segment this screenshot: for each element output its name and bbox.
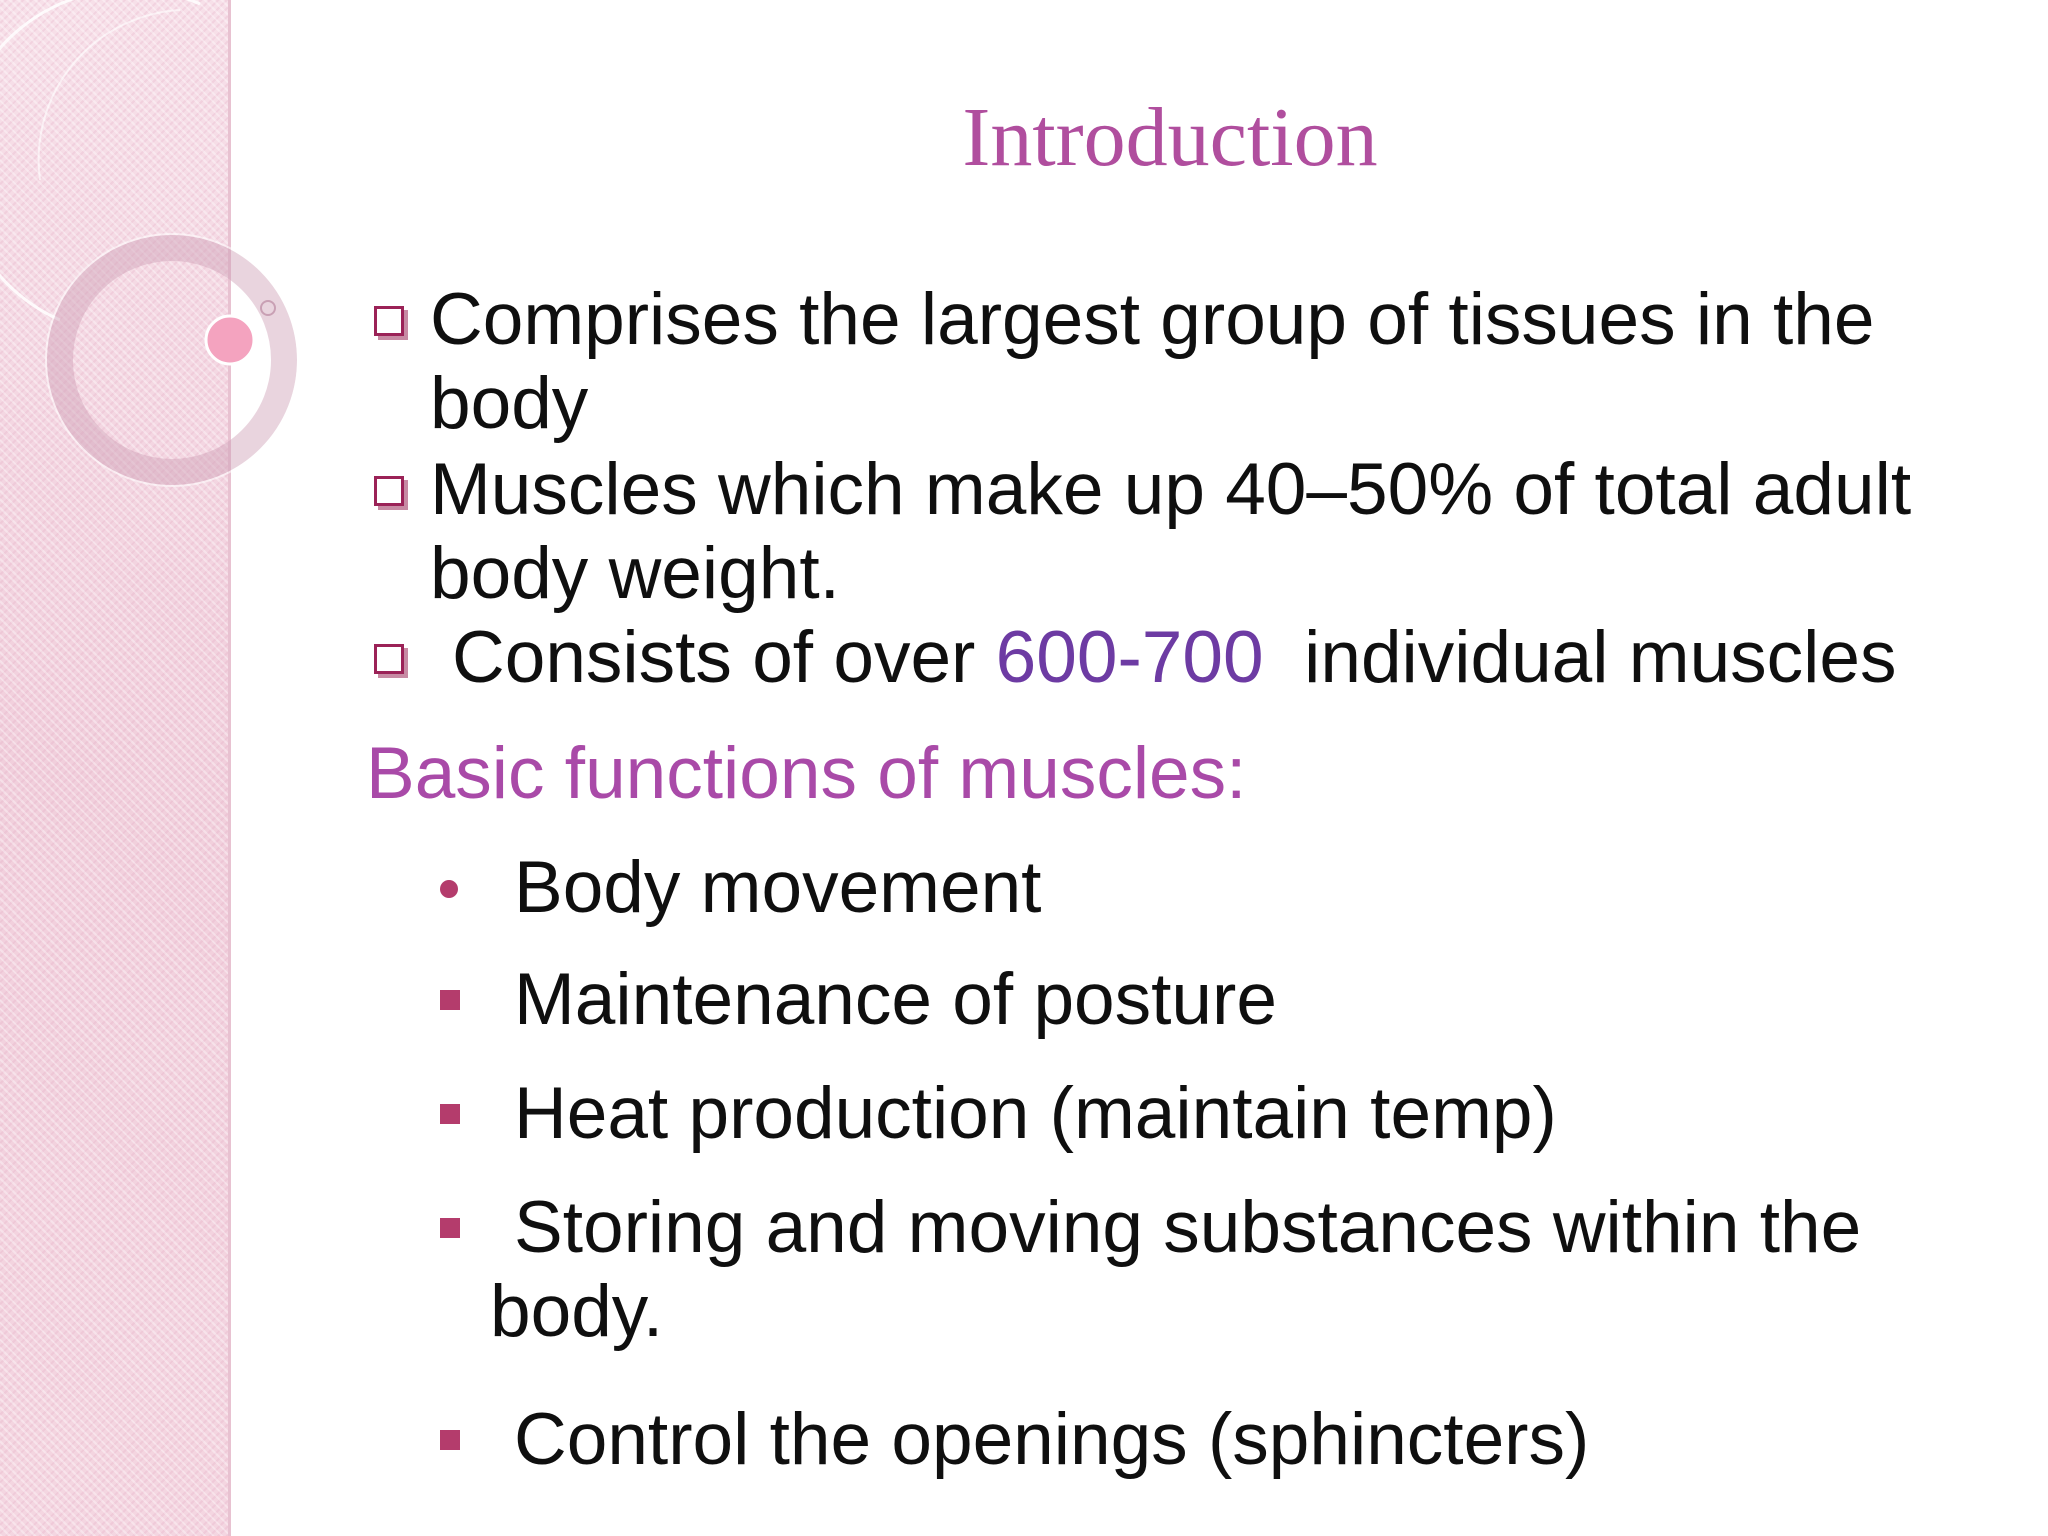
section-heading: Basic functions of muscles: [366,733,1247,814]
function-item-text: Maintenance of posture [514,959,1277,1040]
list-item-body-weight [366,448,1936,616]
function-item-posture [366,958,1866,1042]
hollow-square-icon [374,644,404,674]
function-item-text: Heat production (maintain temp) [514,1073,1557,1154]
muscle-count-highlight: 600-700 [995,617,1264,698]
list-item-text [366,616,1966,700]
decorative-rings-icon [0,0,300,520]
function-item-continuation: body. [490,1271,664,1352]
dot-bullet-icon [440,880,458,898]
list-item-prefix: Consists of over [452,617,996,698]
list-item-tissues [366,278,1936,446]
pink-dot-icon [206,316,254,364]
function-item-text: Control the openings (sphincters) [514,1399,1590,1480]
function-item-storing [366,1186,1866,1354]
hollow-square-icon [374,476,404,506]
square-bullet-icon [440,1104,460,1124]
function-item-heat [366,1072,1866,1156]
function-item-text: Storing and moving substances within the [514,1187,1862,1268]
square-bullet-icon [440,1430,460,1450]
list-item-text: Comprises the largest group of tissues in the body [430,279,1875,444]
function-item-openings [366,1398,1866,1482]
list-item-suffix: individual muscles [1263,617,1897,698]
function-item-body-movement [366,846,1866,930]
list-item-text: Muscles which make up 40–50% of total adult body weight. [430,449,1912,614]
square-bullet-icon [440,990,460,1010]
function-item-text: Body movement [514,847,1042,928]
hollow-square-icon [374,306,404,336]
square-bullet-icon [440,1218,460,1238]
list-item-muscle-count [366,616,1966,700]
slide-title: Introduction [962,91,1378,184]
